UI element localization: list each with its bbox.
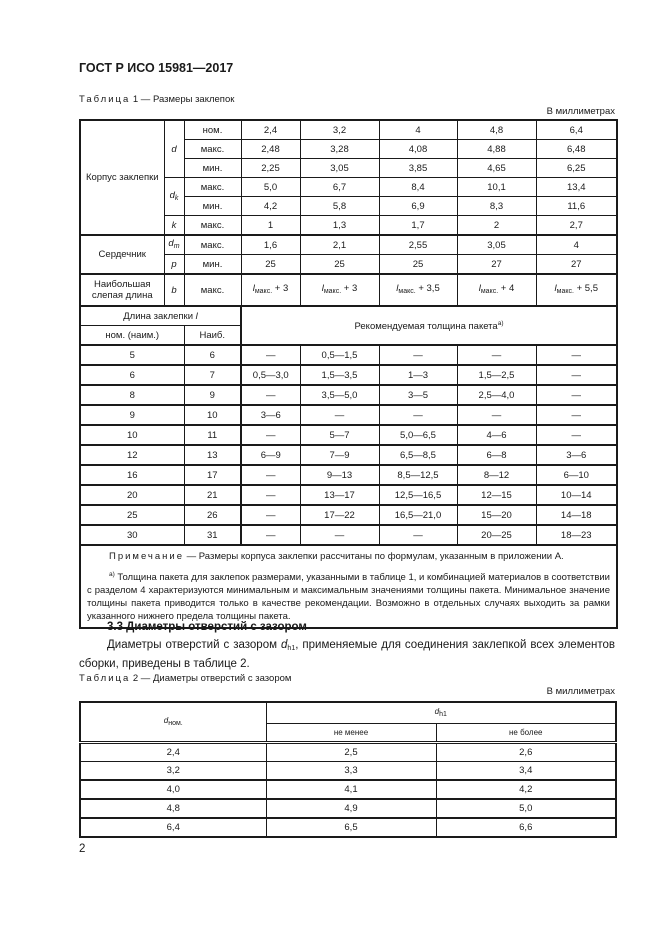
col-min-header: не менее <box>266 724 436 743</box>
cell: 6,25 <box>536 159 617 178</box>
limit-label: макс. <box>184 274 241 306</box>
sym: l <box>252 283 255 294</box>
sym: l <box>321 283 324 294</box>
cell: 6,4 <box>536 120 617 140</box>
limit-label: ном. <box>184 120 241 140</box>
cell: 3,05 <box>300 159 379 178</box>
grip-cell: 8,5—12,5 <box>379 465 457 485</box>
limit-label: макс. <box>184 216 241 236</box>
table-row <box>80 274 617 306</box>
table1-caption <box>79 94 234 105</box>
length-max: 31 <box>184 525 241 545</box>
cell <box>300 274 379 306</box>
cell: 3,2 <box>300 120 379 140</box>
table-note <box>80 545 617 628</box>
grip-cell: 10—14 <box>536 485 617 505</box>
grip-cell: — <box>241 525 300 545</box>
grip-header-text: Рекомендуемая толщина пакета <box>354 321 498 333</box>
length-max: 10 <box>184 405 241 425</box>
cell: 2 <box>457 216 536 236</box>
grip-cell: 13—17 <box>300 485 379 505</box>
cell: 2,25 <box>241 159 300 178</box>
table-row <box>80 818 616 837</box>
footnote-ref: а) <box>497 320 504 328</box>
caption-text: 1 — Размеры заклепок <box>130 94 235 105</box>
grip-cell: — <box>241 385 300 405</box>
col-dnom-header <box>80 702 266 743</box>
grip-cell: 0,5—1,5 <box>300 345 379 365</box>
cell: 2,55 <box>379 235 457 255</box>
limit-label: мин. <box>184 159 241 178</box>
grip-cell: — <box>379 525 457 545</box>
limit-label: мин. <box>184 255 241 275</box>
sym: d <box>281 639 288 651</box>
cell: 2,7 <box>536 216 617 236</box>
table-row <box>80 485 617 505</box>
grip-cell: — <box>241 485 300 505</box>
min-cell: 4,1 <box>266 780 436 799</box>
max-header: Наиб. <box>184 326 241 346</box>
cell <box>457 274 536 306</box>
min-cell: 6,5 <box>266 818 436 837</box>
group-body: Корпус заклепки <box>80 120 164 235</box>
limit-label: макс. <box>184 140 241 159</box>
cell: 1,3 <box>300 216 379 236</box>
grip-cell: 6—10 <box>536 465 617 485</box>
min-cell: 2,5 <box>266 743 436 762</box>
cell-val: + 3,5 <box>418 283 440 294</box>
table-header-row <box>80 702 616 724</box>
max-cell: 5,0 <box>436 799 616 818</box>
grip-cell: 5,0—6,5 <box>379 425 457 445</box>
grip-cell: 4—6 <box>457 425 536 445</box>
sym-sub: макс. <box>323 288 342 295</box>
note-label: Примечание <box>109 551 184 562</box>
nom-header: ном. (наим.) <box>80 326 184 346</box>
cell <box>241 274 300 306</box>
grip-cell: 9—13 <box>300 465 379 485</box>
grip-cell: — <box>457 405 536 425</box>
caption-prefix: Таблица <box>79 673 131 684</box>
sym-sub: m <box>173 243 180 250</box>
length-nom: 30 <box>80 525 184 545</box>
cell: 8,3 <box>457 197 536 216</box>
sym-sub: макс. <box>480 288 499 295</box>
sym: l <box>478 283 481 294</box>
dim-symbol: p <box>164 255 184 275</box>
cell: 11,6 <box>536 197 617 216</box>
grip-cell: 3,5—5,0 <box>300 385 379 405</box>
document-id: ГОСТ Р ИСО 15981—2017 <box>79 61 234 75</box>
grip-cell: — <box>241 505 300 525</box>
col-max-header: не более <box>436 724 616 743</box>
cell: 6,9 <box>379 197 457 216</box>
table1-units: В миллиметрах <box>546 106 615 117</box>
table-row <box>80 525 617 545</box>
cell: 6,48 <box>536 140 617 159</box>
cell: 4,2 <box>241 197 300 216</box>
grip-cell: — <box>300 525 379 545</box>
length-nom: 12 <box>80 445 184 465</box>
limit-label: макс. <box>184 178 241 197</box>
table-row <box>80 780 616 799</box>
table-row <box>80 120 617 140</box>
cell <box>379 274 457 306</box>
length-nom: 5 <box>80 345 184 365</box>
cell: 3,05 <box>457 235 536 255</box>
footnote-text: Толщина пакета для заклепок размерами, указанными в таблице 1, и комбинацией материалов в соответствии с разделом 4 характеризуются минимальным и максимальным значениями толщины пакета. Минимальное значение толщины пакета приводится только в качестве рекомендации. Возможно в отдельных случаях выходить за рамки указанного нижнего предела толщины пакета. <box>87 572 610 623</box>
cell-val: + 3 <box>274 283 289 294</box>
grip-cell: 16,5—21,0 <box>379 505 457 525</box>
grip-cell: 15—20 <box>457 505 536 525</box>
group-core: Сердечник <box>80 235 164 274</box>
footnote-mark: а) <box>109 571 115 578</box>
table-row <box>80 235 617 255</box>
section-title: 3.3 Диаметры отверстий с зазором <box>107 621 307 633</box>
sym-sub: k <box>174 194 179 202</box>
sym-sub: ном. <box>168 720 183 727</box>
sym-sub: h1 <box>439 711 447 718</box>
grip-cell: 3—5 <box>379 385 457 405</box>
grip-cell: 12,5—16,5 <box>379 485 457 505</box>
max-cell: 2,6 <box>436 743 616 762</box>
min-cell: 4,9 <box>266 799 436 818</box>
cell: 4 <box>536 235 617 255</box>
max-cell: 3,4 <box>436 762 616 781</box>
cell: 5,8 <box>300 197 379 216</box>
cell-val: + 3 <box>343 283 358 294</box>
grip-cell: 5—7 <box>300 425 379 445</box>
grip-cell: 17—22 <box>300 505 379 525</box>
sym: l <box>554 283 557 294</box>
cell: 27 <box>457 255 536 275</box>
grip-cell: 6,5—8,5 <box>379 445 457 465</box>
cell: 10,1 <box>457 178 536 197</box>
para-text: , применяемые для соединения заклепкой всех элементов сборки, приведены в таблице 2. <box>79 639 615 670</box>
max-cell: 4,2 <box>436 780 616 799</box>
grip-cell: — <box>536 345 617 365</box>
grip-cell: 18—23 <box>536 525 617 545</box>
note-text: — Размеры корпуса заклепки рассчитаны по формулам, указанным в приложении А. <box>184 551 564 562</box>
length-symbol: l <box>195 310 198 322</box>
grip-cell: 12—15 <box>457 485 536 505</box>
cell: 27 <box>536 255 617 275</box>
caption-text: 2 — Диаметры отверстий с зазором <box>130 673 292 684</box>
grip-cell: — <box>241 345 300 365</box>
cell-val: + 4 <box>500 283 515 294</box>
cell: 6,7 <box>300 178 379 197</box>
cell: 4,65 <box>457 159 536 178</box>
cell: 25 <box>241 255 300 275</box>
clearance-holes-table <box>79 701 617 838</box>
grip-cell: 3—6 <box>241 405 300 425</box>
sym-sub: макс. <box>556 288 574 295</box>
grip-cell: 20—25 <box>457 525 536 545</box>
grip-cell: 8—12 <box>457 465 536 485</box>
group-blind: Наибольшая слепая длина <box>80 274 164 306</box>
table-row <box>80 365 617 385</box>
length-header <box>80 306 241 326</box>
grip-cell: 1,5—3,5 <box>300 365 379 385</box>
length-max: 21 <box>184 485 241 505</box>
length-nom: 10 <box>80 425 184 445</box>
cell: 5,0 <box>241 178 300 197</box>
cell: 4,08 <box>379 140 457 159</box>
cell: 2,4 <box>241 120 300 140</box>
cell: 1 <box>241 216 300 236</box>
cell: 3,85 <box>379 159 457 178</box>
sym-sub: макс. <box>254 288 273 295</box>
grip-cell: — <box>241 465 300 485</box>
sym-sub: h1 <box>287 645 296 652</box>
table-row <box>80 425 617 445</box>
table-row <box>80 385 617 405</box>
grip-cell: 2,5—4,0 <box>457 385 536 405</box>
dnom-cell: 6,4 <box>80 818 266 837</box>
cell: 1,7 <box>379 216 457 236</box>
table-row <box>80 445 617 465</box>
grip-cell: 1,5—2,5 <box>457 365 536 385</box>
cell: 8,4 <box>379 178 457 197</box>
sym: d <box>168 238 174 249</box>
table-row <box>80 762 616 781</box>
length-nom: 16 <box>80 465 184 485</box>
length-nom: 20 <box>80 485 184 505</box>
sym: d <box>163 716 169 725</box>
grip-cell: 6—8 <box>457 445 536 465</box>
length-max: 13 <box>184 445 241 465</box>
grip-cell: 6—9 <box>241 445 300 465</box>
dim-symbol: b <box>164 274 184 306</box>
cell: 3,28 <box>300 140 379 159</box>
dnom-cell: 4,8 <box>80 799 266 818</box>
cell <box>536 274 617 306</box>
table2-caption <box>79 673 291 684</box>
grip-cell: — <box>536 385 617 405</box>
table-row <box>80 405 617 425</box>
dim-symbol <box>164 178 184 216</box>
cell: 25 <box>300 255 379 275</box>
max-cell: 6,6 <box>436 818 616 837</box>
length-header-text: Длина заклепки <box>123 310 194 322</box>
table-row <box>80 465 617 485</box>
grip-cell: 7—9 <box>300 445 379 465</box>
grip-cell: 14—18 <box>536 505 617 525</box>
cell-val: + 5,5 <box>576 283 598 294</box>
dim-symbol: k <box>164 216 184 236</box>
cell: 13,4 <box>536 178 617 197</box>
length-nom: 8 <box>80 385 184 405</box>
cell: 2,1 <box>300 235 379 255</box>
grip-cell: — <box>536 405 617 425</box>
sym: d <box>169 189 175 201</box>
cell: 4,88 <box>457 140 536 159</box>
length-nom: 9 <box>80 405 184 425</box>
cell: 4 <box>379 120 457 140</box>
cell: 1,6 <box>241 235 300 255</box>
length-max: 6 <box>184 345 241 365</box>
dim-symbol <box>164 235 184 255</box>
grip-cell: — <box>241 425 300 445</box>
dnom-cell: 3,2 <box>80 762 266 781</box>
length-max: 7 <box>184 365 241 385</box>
cell: 2,48 <box>241 140 300 159</box>
grip-cell: — <box>379 345 457 365</box>
col-dh1-header <box>266 702 616 724</box>
limit-label: мин. <box>184 197 241 216</box>
grip-header <box>241 306 617 345</box>
dim-symbol: d <box>164 120 184 178</box>
table2-units: В миллиметрах <box>546 686 615 697</box>
rivet-dimensions-table <box>79 119 618 629</box>
caption-prefix: Таблица <box>79 94 131 105</box>
table-row <box>80 799 616 818</box>
table-header-row <box>80 306 617 326</box>
length-nom: 6 <box>80 365 184 385</box>
min-cell: 3,3 <box>266 762 436 781</box>
grip-cell: — <box>536 425 617 445</box>
length-max: 26 <box>184 505 241 525</box>
page-number: 2 <box>79 843 86 855</box>
grip-cell: 1—3 <box>379 365 457 385</box>
sym: d <box>434 707 440 716</box>
length-max: 11 <box>184 425 241 445</box>
sym-sub: макс. <box>398 288 416 295</box>
note-row <box>80 545 617 628</box>
cell: 25 <box>379 255 457 275</box>
length-max: 9 <box>184 385 241 405</box>
length-nom: 25 <box>80 505 184 525</box>
cell: 4,8 <box>457 120 536 140</box>
grip-cell: — <box>379 405 457 425</box>
grip-cell: — <box>457 345 536 365</box>
grip-cell: — <box>300 405 379 425</box>
table-row <box>80 345 617 365</box>
table-row <box>80 743 616 762</box>
dnom-cell: 4,0 <box>80 780 266 799</box>
grip-cell: 3—6 <box>536 445 617 465</box>
limit-label: макс. <box>184 235 241 255</box>
grip-cell: 0,5—3,0 <box>241 365 300 385</box>
section-paragraph <box>79 638 615 672</box>
table-row <box>80 505 617 525</box>
grip-cell: — <box>536 365 617 385</box>
dnom-cell: 2,4 <box>80 743 266 762</box>
para-text: Диаметры отверстий с зазором <box>107 639 282 651</box>
sym: l <box>396 283 399 294</box>
length-max: 17 <box>184 465 241 485</box>
